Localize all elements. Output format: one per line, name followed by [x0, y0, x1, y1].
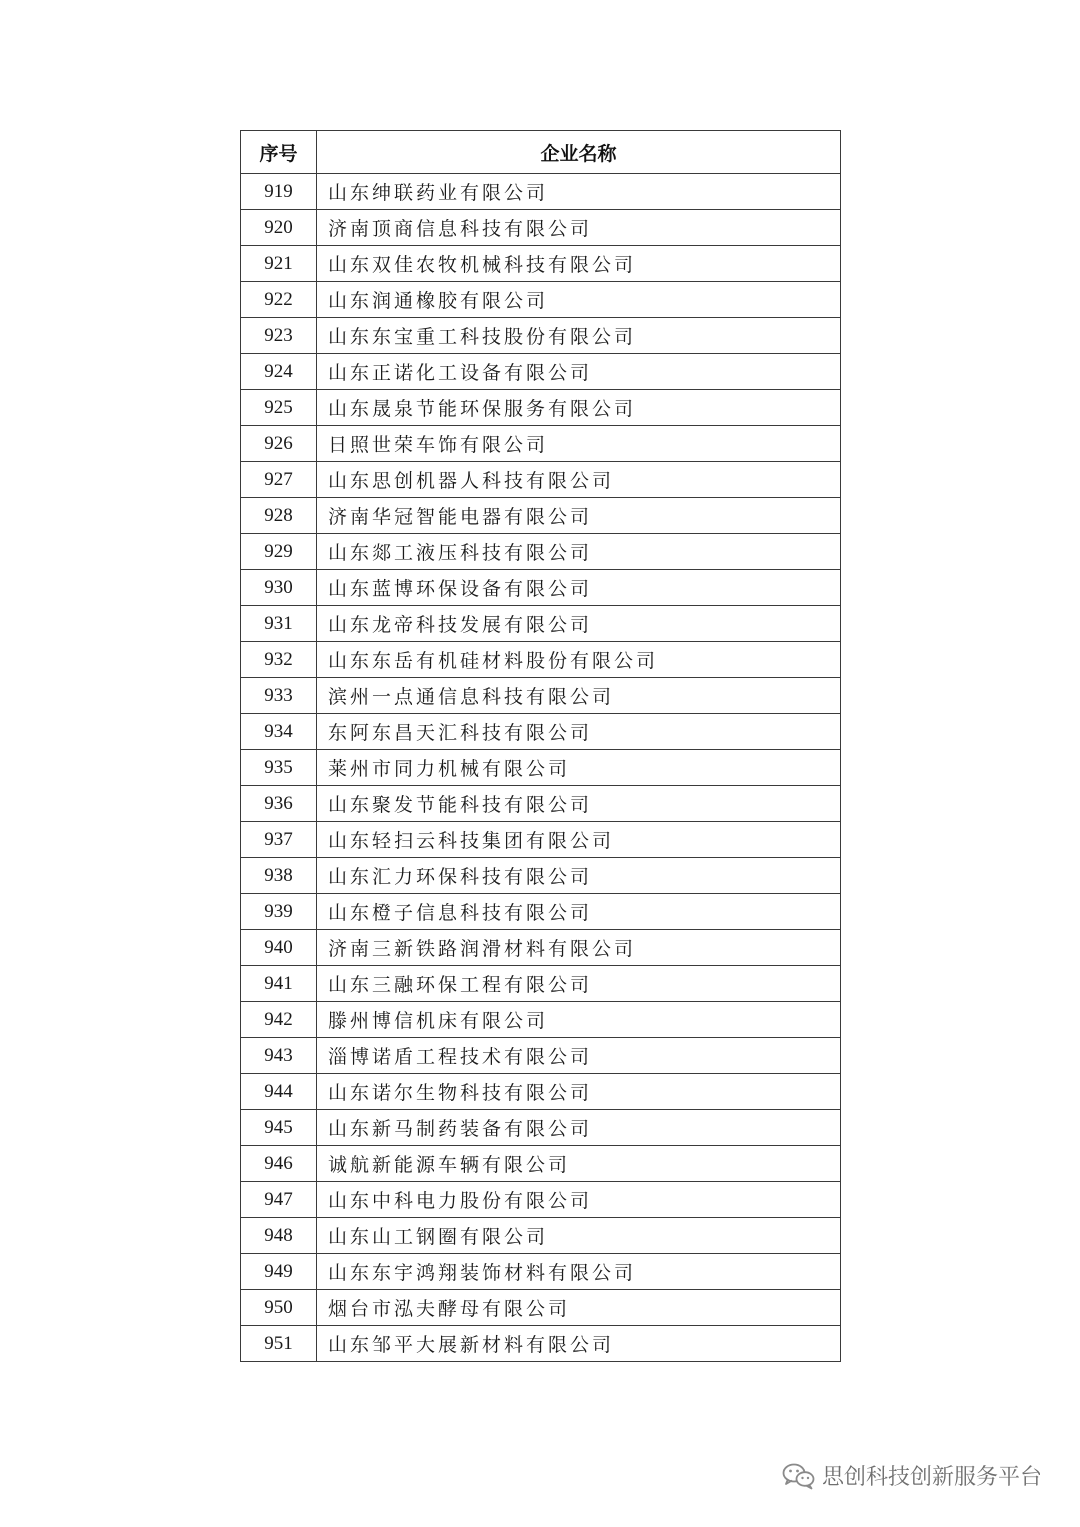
row-company-name: 莱州市同力机械有限公司 [317, 750, 841, 786]
row-company-name: 诚航新能源车辆有限公司 [317, 1146, 841, 1182]
row-seq: 920 [241, 210, 317, 246]
row-company-name: 山东中科电力股份有限公司 [317, 1182, 841, 1218]
table-row [241, 318, 841, 354]
row-seq: 927 [241, 462, 317, 498]
table-row [241, 966, 841, 1002]
table-row [241, 678, 841, 714]
row-company-name: 山东汇力环保科技有限公司 [317, 858, 841, 894]
header-seq: 序号 [241, 131, 317, 174]
row-company-name: 山东邹平大展新材料有限公司 [317, 1326, 841, 1362]
row-seq: 922 [241, 282, 317, 318]
table-row [241, 282, 841, 318]
table-row [241, 426, 841, 462]
row-seq: 928 [241, 498, 317, 534]
table-row [241, 1290, 841, 1326]
row-seq: 939 [241, 894, 317, 930]
row-seq: 946 [241, 1146, 317, 1182]
row-seq: 935 [241, 750, 317, 786]
row-seq: 924 [241, 354, 317, 390]
row-seq: 940 [241, 930, 317, 966]
row-seq: 923 [241, 318, 317, 354]
table-row [241, 174, 841, 210]
row-seq: 932 [241, 642, 317, 678]
row-seq: 950 [241, 1290, 317, 1326]
row-seq: 951 [241, 1326, 317, 1362]
row-seq: 937 [241, 822, 317, 858]
row-seq: 925 [241, 390, 317, 426]
row-seq: 926 [241, 426, 317, 462]
table-row [241, 858, 841, 894]
table-row [241, 570, 841, 606]
table-row [241, 1002, 841, 1038]
table-row [241, 1218, 841, 1254]
table-row [241, 1038, 841, 1074]
row-company-name: 山东聚发节能科技有限公司 [317, 786, 841, 822]
row-company-name: 山东橙子信息科技有限公司 [317, 894, 841, 930]
row-seq: 941 [241, 966, 317, 1002]
table-row [241, 1074, 841, 1110]
row-seq: 938 [241, 858, 317, 894]
row-seq: 944 [241, 1074, 317, 1110]
table-row [241, 390, 841, 426]
row-company-name: 山东轻扫云科技集团有限公司 [317, 822, 841, 858]
table-header-row [241, 131, 841, 174]
row-company-name: 济南华冠智能电器有限公司 [317, 498, 841, 534]
table-row [241, 714, 841, 750]
row-company-name: 日照世荣车饰有限公司 [317, 426, 841, 462]
row-company-name: 山东双佳农牧机械科技有限公司 [317, 246, 841, 282]
row-company-name: 滨州一点通信息科技有限公司 [317, 678, 841, 714]
row-company-name: 山东诺尔生物科技有限公司 [317, 1074, 841, 1110]
table-row [241, 354, 841, 390]
row-seq: 931 [241, 606, 317, 642]
table-row [241, 750, 841, 786]
row-seq: 930 [241, 570, 317, 606]
watermark [782, 1460, 1042, 1491]
table-row [241, 822, 841, 858]
row-seq: 948 [241, 1218, 317, 1254]
row-seq: 949 [241, 1254, 317, 1290]
table-row [241, 1110, 841, 1146]
row-seq: 919 [241, 174, 317, 210]
table-row [241, 606, 841, 642]
row-company-name: 济南顶商信息科技有限公司 [317, 210, 841, 246]
row-company-name: 山东绅联药业有限公司 [317, 174, 841, 210]
row-company-name: 山东东宇鸿翔装饰材料有限公司 [317, 1254, 841, 1290]
row-seq: 921 [241, 246, 317, 282]
row-seq: 942 [241, 1002, 317, 1038]
row-company-name: 山东润通橡胶有限公司 [317, 282, 841, 318]
row-company-name: 山东正诺化工设备有限公司 [317, 354, 841, 390]
row-seq: 933 [241, 678, 317, 714]
table-row [241, 462, 841, 498]
row-company-name: 山东晟泉节能环保服务有限公司 [317, 390, 841, 426]
watermark-text: 思创科技创新服务平台 [821, 1465, 1042, 1490]
table-row [241, 786, 841, 822]
row-company-name: 山东蓝博环保设备有限公司 [317, 570, 841, 606]
table-body [241, 174, 841, 1362]
wechat-icon [782, 1462, 816, 1490]
row-seq: 929 [241, 534, 317, 570]
row-company-name: 山东三融环保工程有限公司 [317, 966, 841, 1002]
table-row [241, 1326, 841, 1362]
row-seq: 936 [241, 786, 317, 822]
row-company-name: 山东郯工液压科技有限公司 [317, 534, 841, 570]
table-row [241, 894, 841, 930]
row-company-name: 济南三新铁路润滑材料有限公司 [317, 930, 841, 966]
row-company-name: 山东新马制药装备有限公司 [317, 1110, 841, 1146]
table-row [241, 246, 841, 282]
row-company-name: 山东东岳有机硅材料股份有限公司 [317, 642, 841, 678]
table-row [241, 498, 841, 534]
table-row [241, 1254, 841, 1290]
row-company-name: 东阿东昌天汇科技有限公司 [317, 714, 841, 750]
row-seq: 943 [241, 1038, 317, 1074]
table-row [241, 930, 841, 966]
table-row [241, 210, 841, 246]
row-company-name: 淄博诺盾工程技术有限公司 [317, 1038, 841, 1074]
row-company-name: 山东东宝重工科技股份有限公司 [317, 318, 841, 354]
company-table [240, 130, 841, 1362]
table-row [241, 642, 841, 678]
row-seq: 934 [241, 714, 317, 750]
row-company-name: 滕州博信机床有限公司 [317, 1002, 841, 1038]
header-company-name: 企业名称 [317, 131, 841, 174]
table-row [241, 1146, 841, 1182]
row-company-name: 山东山工钢圈有限公司 [317, 1218, 841, 1254]
row-company-name: 烟台市泓夫酵母有限公司 [317, 1290, 841, 1326]
row-company-name: 山东思创机器人科技有限公司 [317, 462, 841, 498]
row-seq: 947 [241, 1182, 317, 1218]
table-row [241, 534, 841, 570]
row-company-name: 山东龙帝科技发展有限公司 [317, 606, 841, 642]
table-row [241, 1182, 841, 1218]
row-seq: 945 [241, 1110, 317, 1146]
